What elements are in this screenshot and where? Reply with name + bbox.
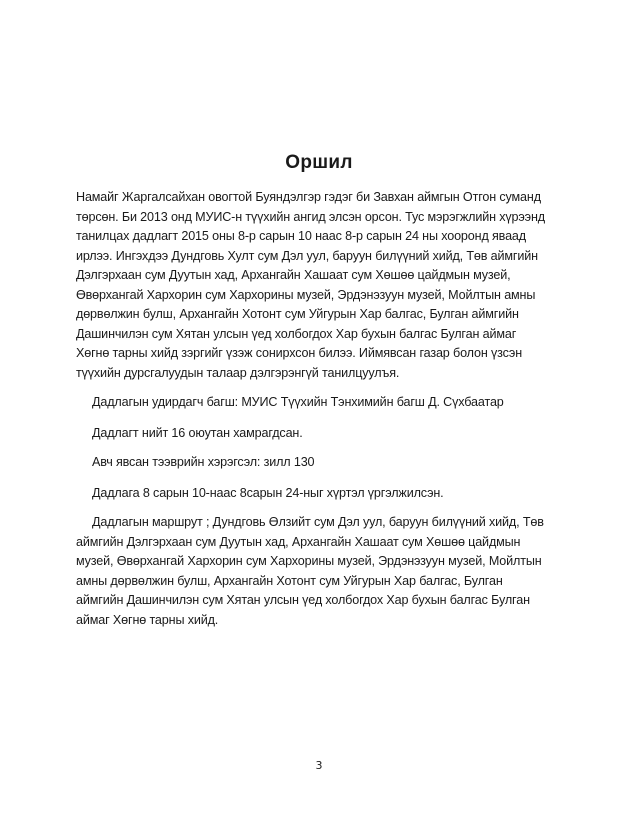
intro-line: Дэлгэрхаан сум Дуутын хад, Архангайн Хашаат сум Хөшөө цайдмын музей, <box>76 268 511 282</box>
supervisor-line: Дадлагын удирдагч багш: МУИС Түүхийн Тэнхимийн багш Д. Сүхбаатар <box>92 395 504 409</box>
intro-line: ирлээ. Ингэхдээ Дундговь Хулт сум Дэл уул, баруун билүүний хийд, Төв аймгийн <box>76 248 538 263</box>
transport-line: Авч явсан тээврийн хэрэгсэл: зилл 130 <box>92 455 315 469</box>
intro-line: түүхийн дурсгалуудын талаар дэлгэрэнгүй танилцуулъя. <box>76 365 400 380</box>
page-title: Оршил <box>285 152 353 173</box>
route-line: амны дөрвөлжин булш, Архангайн Хотонт сум Уйгурын Хар балгас, Булган <box>76 573 503 588</box>
route-line: аймгийн Дэлгэрхаан сум Дуутын хад, Архангайн Хашаат сум Хөшөө цайдмын <box>76 534 521 549</box>
body-text <box>76 188 564 630</box>
dates-line: Дадлага 8 сарын 10-наас 8сарын 24-ныг хүртэл үргэлжилсэн. <box>92 485 444 500</box>
intro-line: Хөгнө тарны хийд зэргийг үзэж сонирхсон билээ. Иймявсан газар болон үзсэн <box>76 346 522 360</box>
route-line: музей, Өвөрхангай Хархорин сум Хархорины музей, Эрдэнэзуун музей, Мойлтын <box>76 554 542 568</box>
intro-line: Намайг Жаргалсайхан овогтой Буяндэлгэр гэдэг би Завхан аймгын Отгон суманд <box>76 190 541 204</box>
route-line: аймаг Хөгнө тарны хийд. <box>76 612 219 627</box>
intro-line: төрсөн. Би 2013 онд МУИС-н түүхийн ангид элсэн орсон. Тус мэрэгжлийн хүрээнд <box>76 209 545 224</box>
intro-line: Өвөрхангай Хархорин сум Хархорины музей, Эрдэнэзуун музей, Мойлтын амны <box>76 287 536 302</box>
participants-line: Дадлагт нийт 16 оюутан хамрагдсан. <box>92 425 303 440</box>
route-line: аймгийн Дашинчилэн сум Хятан улсын үед холбогдох Хар бухын балгас Булган <box>76 593 530 607</box>
intro-line: танилцах дадлагт 2015 оны 8-р сарын 10 наас 8-р сарын 24 ны хооронд яваад <box>76 229 526 243</box>
page-number: 3 <box>315 759 323 772</box>
intro-paragraph <box>76 188 564 383</box>
route-paragraph <box>76 513 564 630</box>
intro-line: Дашинчилэн сум Хятан улсын үед холбогдох Хар бухын балгас Булган аймаг <box>76 326 517 341</box>
intro-line: дөрвөлжин булш, Архангайн Хотонт сум Уйгурын Хар балгас, Булган аймгийн <box>76 307 519 321</box>
route-line: Дадлагын маршрут ; Дундговь Өлзийт сум Дэл уул, баруун билүүний хийд, Төв <box>92 515 544 529</box>
